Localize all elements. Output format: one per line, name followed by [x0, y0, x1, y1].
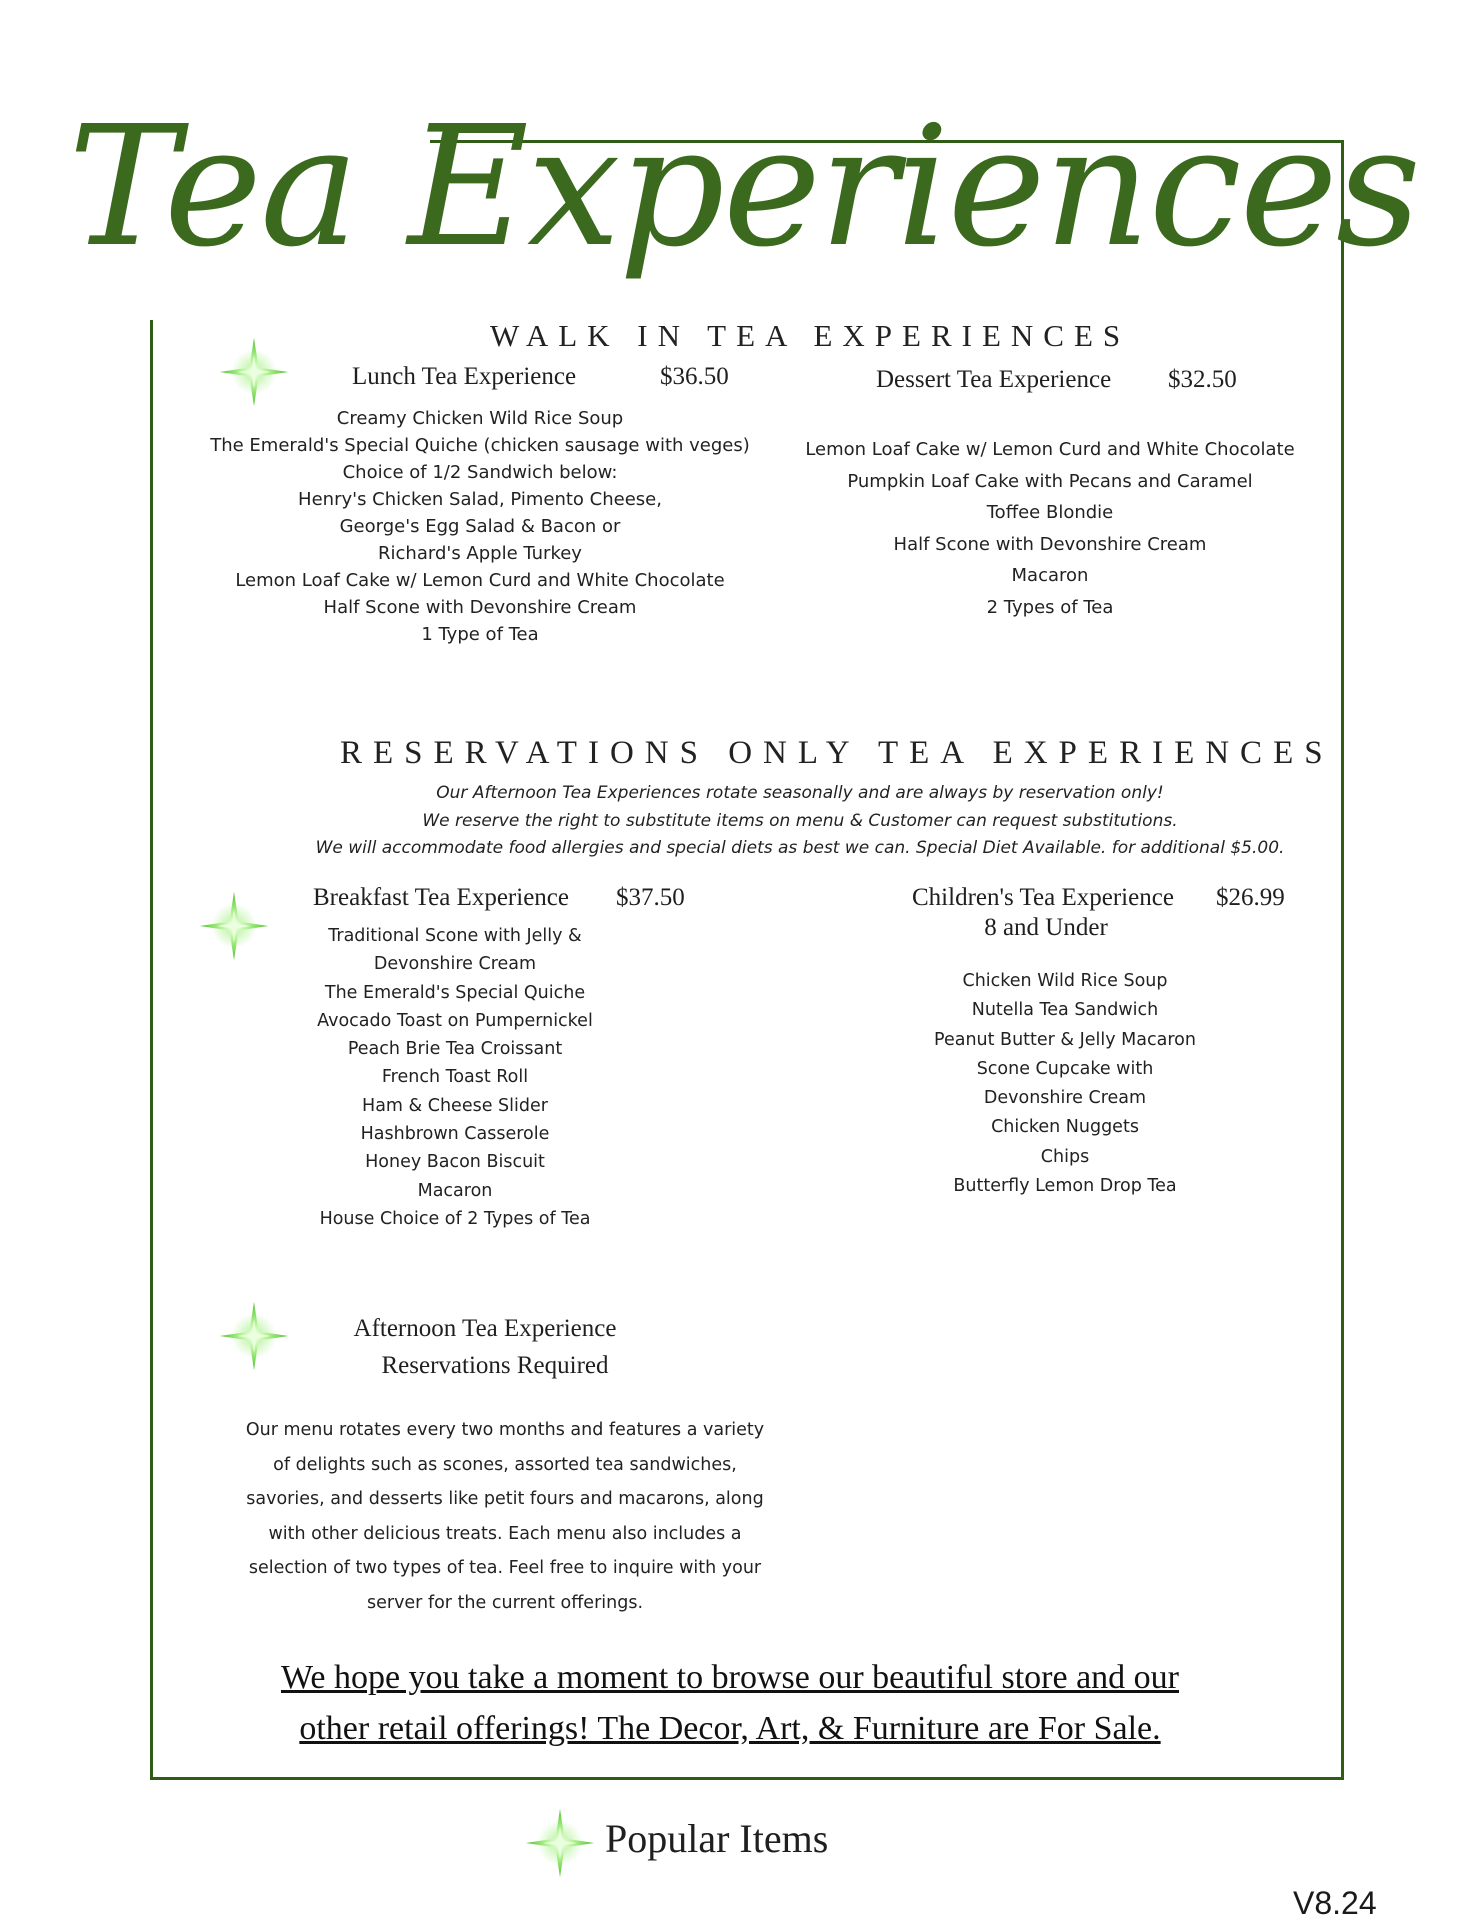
- list-item: Chips: [1040, 1146, 1090, 1167]
- description-line: savories, and desserts like petit fours and macarons, along: [246, 1489, 764, 1509]
- page-title: Tea Experiences: [68, 91, 1420, 284]
- note-line: We reserve the right to substitute items on menu & Customer can request substitutions.: [422, 810, 1178, 831]
- list-item: Lemon Loaf Cake w/ Lemon Curd and White Chocolate: [235, 570, 725, 591]
- popular-star-icon: [196, 888, 272, 964]
- list-item: Devonshire Cream: [373, 954, 537, 975]
- list-item: Macaron: [1011, 565, 1089, 586]
- note-line: We will accommodate food allergies and special diets as best we can. Special Diet Available. for additional $5.00.: [315, 838, 1285, 858]
- list-item: Pumpkin Loaf Cake with Pecans and Caramel: [847, 470, 1253, 492]
- list-item: Scone Cupcake with: [976, 1058, 1154, 1079]
- list-item: Henry's Chicken Salad, Pimento Cheese,: [298, 489, 662, 510]
- promo-line: We hope you take a moment to browse our beautiful store and our: [280, 1659, 1179, 1696]
- list-item: Peach Brie Tea Croissant: [347, 1039, 563, 1060]
- list-item: Nutella Tea Sandwich: [971, 1000, 1159, 1021]
- lunch-title: Lunch Tea Experience: [352, 363, 577, 390]
- legend-star-icon: [522, 1805, 598, 1881]
- walk-in-heading: WALK IN TEA EXPERIENCES: [490, 318, 1131, 353]
- list-item: Toffee Blondie: [986, 502, 1114, 523]
- list-item: Devonshire Cream: [983, 1088, 1147, 1109]
- store-promo: [170, 1652, 1290, 1754]
- breakfast-price: $37.50: [616, 884, 685, 911]
- description-line: of delights such as scones, assorted tea sandwiches,: [273, 1454, 737, 1475]
- children-price: $26.99: [1216, 884, 1285, 911]
- list-item: Choice of 1/2 Sandwich below:: [342, 462, 618, 483]
- list-item: Butterfly Lemon Drop Tea: [953, 1176, 1177, 1197]
- description-line: server for the current offerings.: [366, 1592, 644, 1613]
- version-label: V8.24: [1293, 1885, 1377, 1921]
- reservation-notes: [200, 780, 1400, 863]
- legend-label: Popular Items: [605, 1816, 829, 1861]
- popular-star-icon: [216, 334, 292, 410]
- children-subtitle: 8 and Under: [984, 914, 1108, 941]
- children-items: [900, 967, 1230, 1201]
- list-item: House Choice of 2 Types of Tea: [319, 1208, 591, 1229]
- children-title: Children's Tea Experience: [912, 884, 1174, 911]
- dessert-price: $32.50: [1168, 366, 1237, 393]
- list-item: Macaron: [417, 1180, 493, 1201]
- lunch-items: [210, 405, 750, 648]
- promo-line: other retail offerings! The Decor, Art, & Furniture are For Sale.: [299, 1710, 1161, 1747]
- list-item: Richard's Apple Turkey: [378, 543, 582, 564]
- list-item: 2 Types of Tea: [986, 596, 1114, 618]
- list-item: The Emerald's Special Quiche: [324, 982, 586, 1003]
- list-item: Lemon Loaf Cake w/ Lemon Curd and White Chocolate: [805, 439, 1295, 460]
- list-item: Half Scone with Devonshire Cream: [893, 533, 1207, 555]
- afternoon-description: [235, 1413, 775, 1620]
- breakfast-items: [290, 922, 620, 1233]
- dessert-items: [790, 434, 1310, 623]
- list-item: Half Scone with Devonshire Cream: [323, 597, 637, 618]
- list-item: 1 Type of Tea: [421, 624, 539, 645]
- list-item: Honey Bacon Biscuit: [365, 1152, 545, 1173]
- dessert-title: Dessert Tea Experience: [876, 366, 1112, 393]
- popular-star-icon: [216, 1298, 292, 1374]
- reservations-heading: RESERVATIONS ONLY TEA EXPERIENCES: [340, 735, 1334, 771]
- description-line: selection of two types of tea. Feel free to inquire with your: [248, 1558, 762, 1578]
- description-line: with other delicious treats. Each menu also includes a: [268, 1523, 742, 1544]
- description-line: Our menu rotates every two months and features a variety: [245, 1420, 765, 1440]
- list-item: Traditional Scone with Jelly &: [328, 926, 582, 946]
- list-item: Chicken Nuggets: [991, 1117, 1139, 1138]
- list-item: Ham & Cheese Slider: [362, 1095, 548, 1116]
- afternoon-subtitle: Reservations Required: [381, 1352, 609, 1379]
- list-item: The Emerald's Special Quiche (chicken sausage with veges): [210, 435, 750, 456]
- afternoon-title: Afternoon Tea Experience: [353, 1315, 617, 1342]
- breakfast-title: Breakfast Tea Experience: [313, 884, 569, 911]
- note-line: Our Afternoon Tea Experiences rotate seasonally and are always by reservation only!: [436, 783, 1164, 803]
- list-item: Creamy Chicken Wild Rice Soup: [336, 408, 624, 429]
- lunch-price: $36.50: [660, 363, 729, 390]
- list-item: French Toast Roll: [381, 1067, 529, 1088]
- list-item: George's Egg Salad & Bacon or: [339, 516, 621, 537]
- list-item: Chicken Wild Rice Soup: [962, 971, 1168, 991]
- list-item: Hashbrown Casserole: [360, 1124, 550, 1145]
- list-item: Avocado Toast on Pumpernickel: [317, 1010, 593, 1031]
- list-item: Peanut Butter & Jelly Macaron: [934, 1029, 1196, 1050]
